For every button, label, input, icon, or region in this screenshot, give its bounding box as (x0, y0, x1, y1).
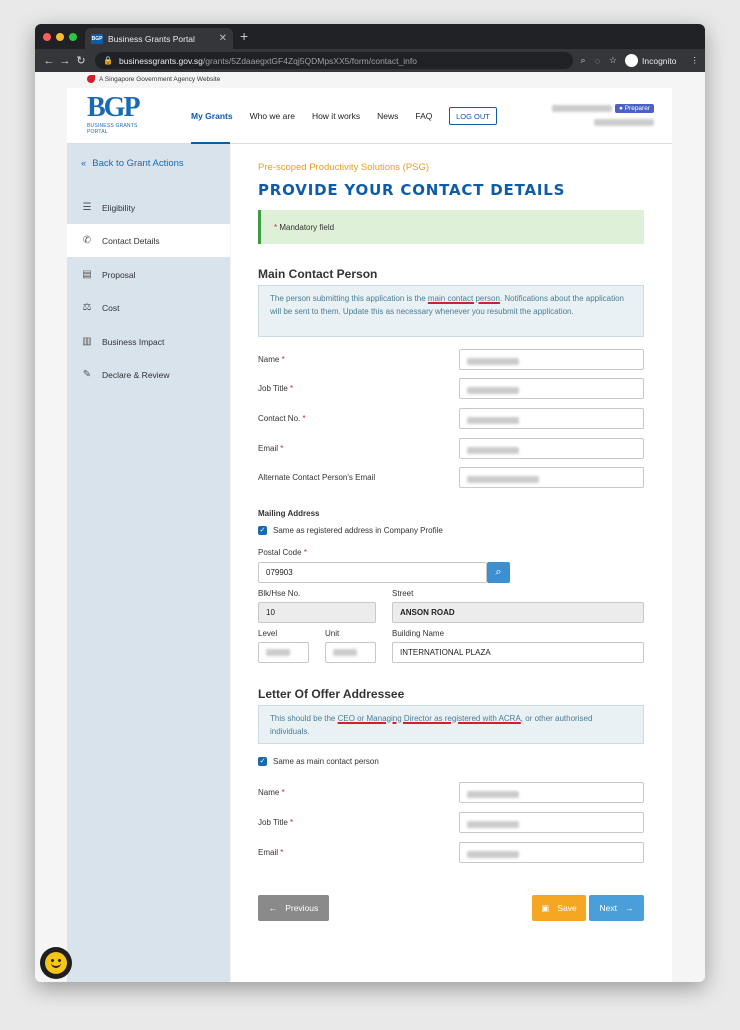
eye-off-icon[interactable]: ◌ (594, 55, 600, 66)
offer-name-label (258, 788, 285, 797)
offer-name-row (258, 782, 644, 804)
required-asterisk: * (281, 788, 285, 797)
mandatory-field-notice (258, 210, 644, 244)
job-title-field[interactable] (459, 378, 644, 399)
main-nav (191, 111, 432, 121)
back-label: Back to Grant Actions (92, 158, 184, 169)
save-label: Save (557, 903, 577, 913)
bgp-logo[interactable] (87, 94, 159, 135)
field-label: Name (258, 355, 280, 364)
main-content (231, 144, 672, 982)
field-label: Name (258, 788, 280, 797)
new-tab-button[interactable]: + (240, 28, 249, 44)
search-postal-button[interactable] (487, 562, 510, 583)
redacted-value (467, 417, 519, 424)
close-tab-icon[interactable]: ✕ (218, 33, 227, 44)
bgp-favicon-icon: BGP (91, 35, 103, 42)
search-icon: ⌕ (495, 566, 502, 578)
user-icon: ● (618, 105, 623, 112)
offer-job-title-row (258, 812, 644, 834)
site-header (67, 88, 672, 144)
mandatory-note-text: Mandatory field (279, 222, 335, 232)
list-icon: ☰ (82, 202, 92, 213)
contact-no-row (258, 408, 644, 430)
level-input[interactable] (258, 642, 309, 663)
next-button[interactable] (589, 895, 644, 921)
sidebar-item-label: Cost (102, 302, 120, 313)
info-text: , or other authorised individuals. (270, 714, 593, 736)
checkbox-checked-icon: ✓ (259, 527, 266, 534)
nav-who-we-are[interactable]: Who we are (249, 111, 295, 121)
info-text: The person submitting this application is the (270, 294, 428, 303)
url-host: businessgrants.gov.sg (118, 55, 203, 66)
same-as-registered-checkbox[interactable] (258, 526, 443, 535)
street-label: Street (392, 589, 414, 598)
info-text: This should be the (270, 714, 338, 723)
redacted-value (467, 851, 519, 858)
previous-label: Previous (285, 903, 319, 913)
company-name-redacted (594, 119, 654, 126)
role-badge-label: Preparer (624, 105, 650, 112)
sidebar-item-contact-details[interactable] (67, 224, 230, 257)
role-badge (615, 104, 654, 113)
postal-code-label (258, 548, 307, 557)
redacted-value (467, 821, 519, 828)
user-name-redacted (552, 105, 612, 112)
incognito-icon (625, 54, 638, 67)
name-field[interactable] (459, 349, 644, 370)
mailing-address-heading: Mailing Address (258, 509, 320, 518)
close-window-button[interactable] (43, 33, 51, 41)
nav-faq[interactable]: FAQ (415, 111, 433, 121)
smiley-icon (45, 952, 67, 974)
search-icon[interactable]: ⌕ (580, 55, 586, 65)
next-label: Next (599, 903, 617, 913)
lion-head-icon (87, 75, 95, 83)
email-row (258, 438, 644, 460)
required-asterisk: * (290, 384, 294, 393)
nav-news[interactable]: News (377, 111, 399, 121)
field-label: Email (258, 444, 279, 453)
minimize-window-button[interactable] (56, 33, 64, 41)
email-field[interactable] (459, 438, 644, 459)
field-label: Email (258, 848, 279, 857)
maximize-window-button[interactable] (69, 33, 77, 41)
address-toolbar (35, 49, 705, 72)
name-label (258, 355, 285, 364)
redacted-value (467, 476, 539, 483)
incognito-indicator[interactable] (625, 54, 699, 67)
sidebar-item-eligibility[interactable] (67, 191, 230, 224)
info-text: . Notifications about the application will be sent to them. Update this as necessary whenever you resubmit the application. (270, 294, 624, 316)
more-menu-icon[interactable]: ⋮ (690, 55, 699, 65)
redacted-value (467, 387, 519, 394)
level-label: Level (258, 629, 278, 638)
required-asterisk: * (274, 222, 278, 232)
alt-email-label: Alternate Contact Person's Email (258, 473, 376, 482)
offer-name-field[interactable] (459, 782, 644, 803)
email-label (258, 444, 283, 453)
floppy-disk-icon: ▣ (541, 902, 550, 913)
contact-no-field[interactable] (459, 408, 644, 429)
checkbox-label: Same as registered address in Company Profile (273, 526, 443, 535)
postal-code-input[interactable]: 079903 (258, 562, 487, 583)
info-highlight: CEO or Managing Director as registered with ACRA (337, 714, 521, 723)
tab-bar (35, 24, 705, 49)
job-title-label (258, 384, 293, 393)
sidebar-item-proposal[interactable] (67, 258, 230, 291)
reload-icon[interactable]: ↻ (76, 55, 86, 67)
checkbox-label: Same as main contact person (273, 757, 379, 766)
sidebar-item-label: Declare & Review (102, 369, 170, 380)
back-to-grant-actions-link[interactable] (81, 158, 184, 169)
required-asterisk: * (281, 355, 285, 364)
sidebar-item-label: Business Impact (102, 336, 165, 347)
incognito-label: Incognito (642, 55, 677, 66)
redacted-value (467, 358, 519, 365)
logo-subtitle: BUSINESS GRANTS PORTAL (87, 123, 138, 135)
required-asterisk: * (280, 444, 284, 453)
offer-job-title-label (258, 818, 293, 827)
url-bar[interactable] (95, 52, 573, 69)
offer-email-label (258, 848, 283, 857)
grant-name: Pre-scoped Productivity Solutions (PSG) (258, 162, 430, 173)
gov-banner (87, 75, 220, 83)
offer-addressee-heading: Letter Of Offer Addressee (258, 687, 405, 701)
redacted-value (333, 649, 357, 656)
arrow-right-icon: → (624, 903, 634, 913)
unit-label: Unit (325, 629, 340, 638)
page-title: PROVIDE YOUR CONTACT DETAILS (258, 181, 566, 199)
blk-label: Blk/Hse No. (258, 589, 301, 598)
building-label: Building Name (392, 629, 445, 638)
building-input[interactable]: INTERNATIONAL PLAZA (392, 642, 644, 663)
contact-no-label (258, 414, 306, 423)
logout-button[interactable]: LOG OUT (449, 107, 497, 125)
nav-how-it-works[interactable]: How it works (311, 111, 361, 121)
unit-input[interactable] (325, 642, 376, 663)
offer-email-field[interactable] (459, 842, 644, 863)
sidebar-item-cost[interactable] (67, 291, 230, 324)
phone-icon: ✆ (82, 235, 92, 246)
info-highlight: main contact person (427, 294, 500, 303)
main-contact-heading: Main Contact Person (258, 267, 378, 281)
required-asterisk: * (280, 848, 284, 857)
name-row (258, 349, 644, 371)
browser-tab[interactable] (85, 28, 233, 49)
previous-button[interactable] (258, 895, 329, 921)
arrow-left-icon: ← (268, 903, 278, 913)
required-asterisk: * (302, 414, 306, 423)
required-asterisk: * (303, 548, 307, 557)
blk-input: 10 (258, 602, 376, 623)
url-path: /grants/5ZdaaegxtGF4Zqj5QDMpsXX5/form/contact_info (202, 55, 417, 66)
same-as-main-contact-checkbox[interactable] (258, 757, 379, 766)
required-asterisk: * (290, 818, 294, 827)
offer-job-title-field[interactable] (459, 812, 644, 833)
job-title-row (258, 378, 644, 400)
nav-my-grants[interactable]: My Grants (191, 111, 233, 121)
smile-shape (51, 963, 61, 968)
sidebar-item-declare-review[interactable] (67, 358, 230, 391)
field-label: Contact No. (258, 414, 301, 423)
redacted-value (467, 447, 519, 454)
chat-widget-button[interactable] (40, 947, 72, 979)
sidebar-item-business-impact[interactable] (67, 325, 230, 358)
page (35, 72, 705, 982)
field-label: Job Title (258, 384, 288, 393)
alt-email-field[interactable] (459, 467, 644, 488)
alt-email-row (258, 467, 644, 489)
checkbox-checked-icon: ✓ (259, 758, 266, 765)
main-contact-info (258, 285, 644, 337)
forward-arrow-icon[interactable]: → (59, 54, 71, 67)
field-label: Postal Code (258, 548, 302, 557)
redacted-value (266, 649, 290, 656)
redacted-value (467, 791, 519, 798)
sidebar (67, 144, 230, 982)
gov-banner-text: A Singapore Government Agency Website (99, 75, 221, 83)
offer-addressee-info (258, 705, 644, 744)
money-icon: ⚖ (82, 302, 92, 313)
sidebar-item-label: Eligibility (102, 202, 136, 213)
bar-chart-icon: ▥ (82, 336, 92, 347)
back-arrow-icon[interactable]: ← (43, 54, 55, 67)
offer-email-row (258, 842, 644, 864)
field-label: Job Title (258, 818, 288, 827)
tab-title: Business Grants Portal (108, 33, 195, 44)
pen-icon: ✎ (82, 369, 92, 380)
document-icon: ▤ (82, 269, 92, 280)
sidebar-item-label: Contact Details (102, 235, 160, 246)
star-icon[interactable]: ☆ (608, 55, 617, 65)
save-button[interactable] (532, 895, 586, 921)
double-chevron-left-icon: « (81, 158, 87, 169)
browser-window (35, 24, 705, 982)
sidebar-item-label: Proposal (102, 269, 136, 280)
user-info[interactable] (552, 104, 654, 126)
logo-text: BGP (87, 92, 139, 123)
lock-icon: 🔒 (103, 56, 113, 65)
street-input: ANSON ROAD (392, 602, 644, 623)
